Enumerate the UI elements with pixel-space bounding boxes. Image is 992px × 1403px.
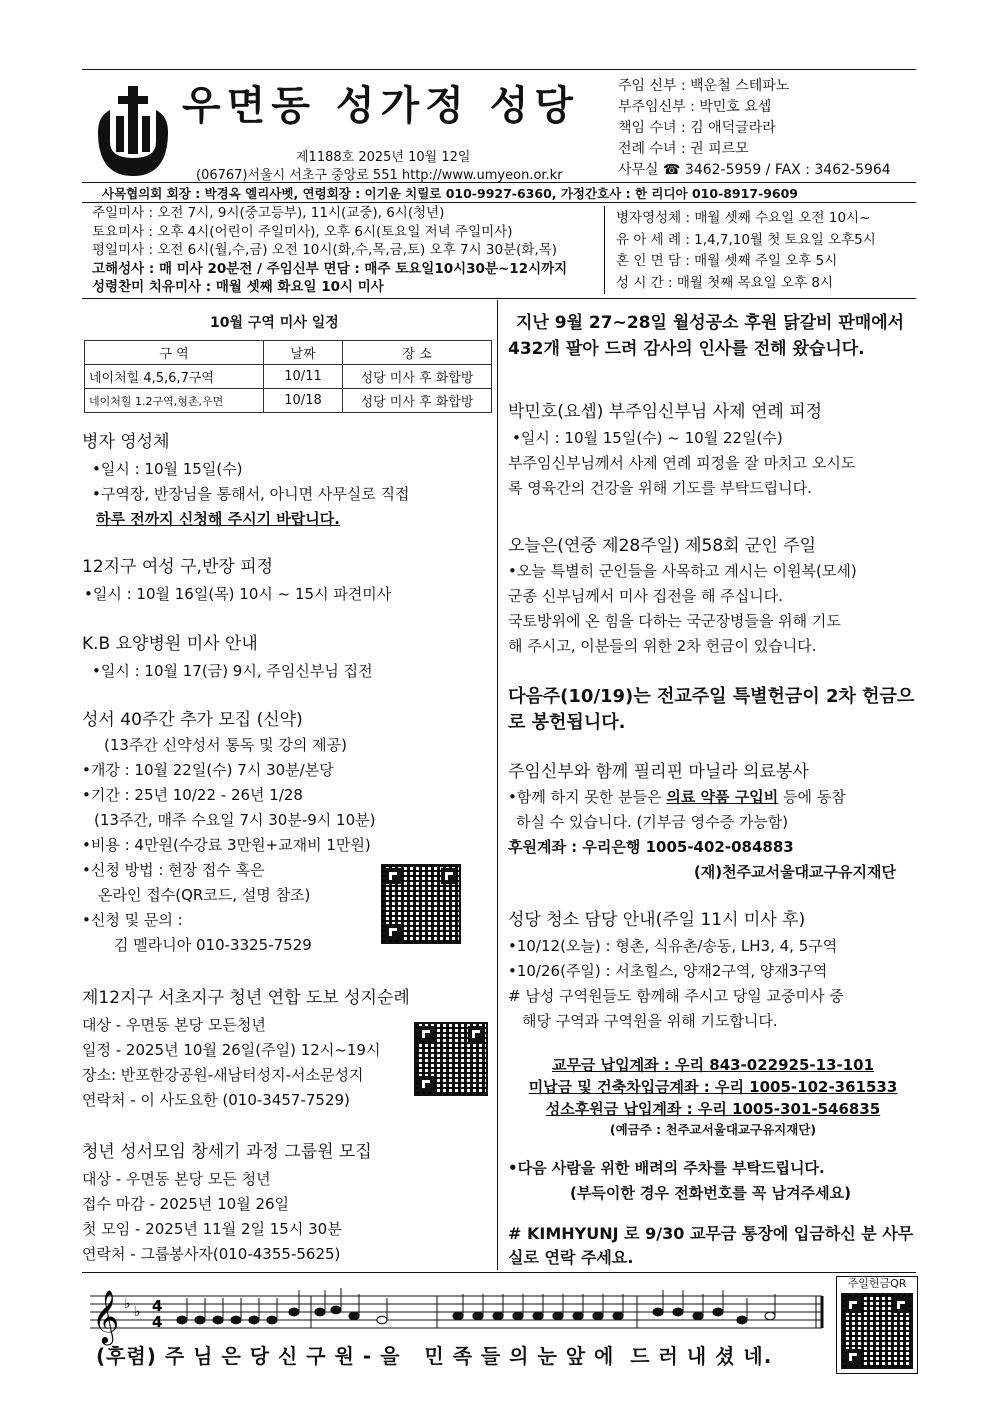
sacrament-marriage: 혼 인 면 담 : 매월 셋째 주일 오후 5시 [616, 253, 838, 269]
bible-study-fee: •비용 : 4만원(수강료 3만원+교재비 1만원) [82, 836, 371, 854]
music-note [713, 1308, 723, 1316]
parish-logo-icon [92, 80, 174, 180]
youth-bible-contact: 연락처 - 그룹봉사자(010-4355-5625) [82, 1245, 341, 1263]
cleaning-today: •10/12(오늘) : 형촌, 식유촌/송동, LH3, 4, 5구역 [508, 937, 838, 955]
music-note [349, 1312, 359, 1320]
mass-weekday: 평일미사 : 오전 6시(월,수,금) 오전 10시(화,수,목,금,토) 오후 7시 30분(화,목) [92, 242, 558, 258]
music-note [765, 1312, 775, 1320]
music-note [473, 1312, 483, 1320]
music-note [673, 1308, 683, 1316]
council-top-rule [82, 182, 916, 183]
footer-rule [82, 1272, 916, 1273]
women-retreat-section [82, 555, 492, 607]
military-sunday-title: 오늘은(연중 제28주일) 제58회 군인 주일 [508, 536, 817, 556]
music-note [613, 1312, 623, 1320]
staff-office: 사무실 ☎ 3462-5959 / FAX : 3462-5964 [618, 162, 891, 178]
mission-sunday-notice: 다음주(10/19)는 전교주일 특별헌금이 2차 헌금으로 봉헌됩니다. [508, 686, 915, 733]
staff-liturgy-sister: 전례 수녀 : 권 피르모 [618, 141, 749, 157]
music-note [693, 1312, 703, 1320]
music-note [653, 1308, 663, 1316]
retreat-text-2: 록 영육간의 건강을 위해 기도를 부탁드립니다. [508, 479, 812, 497]
kb-hospital-section [82, 632, 492, 684]
music-note [249, 1316, 259, 1324]
header-bottom-rule [82, 298, 916, 299]
council-line: 사목협의회 회장 : 박경옥 엘리사벳, 연령회장 : 이기운 치릴로 010-9927-6360, 가정간호사 : 한 리디아 010-8917-9609 [102, 186, 798, 201]
manila-medicine: 의료 약품 구입비 [666, 788, 779, 806]
table-header-row [85, 341, 492, 365]
youth-bible-first-meeting: 첫 모임 - 2025년 11월 2일 15시 30분 [82, 1220, 342, 1238]
music-note [231, 1316, 241, 1324]
table-row [85, 365, 492, 389]
retreat-text-1: 부주임신부님께서 사제 연례 피정을 잘 마치고 오시도 [508, 454, 856, 472]
sick-section [82, 430, 492, 532]
bible-study-online: 온라인 접수(QR코드, 설명 참조) [98, 886, 311, 904]
mass-sunday: 주일미사 : 오전 7시, 9시(중고등부), 11시(교중), 6시(청년) [92, 205, 445, 221]
account-holder: (예금주 : 천주교서울대교구유지재단) [609, 1122, 817, 1137]
mass-times [92, 204, 567, 297]
sick-deadline: 하루 전까지 신청해 주시기 바랍니다. [96, 510, 340, 528]
bible-study-title: 성서 40주간 추가 모집 (신약) [82, 710, 303, 730]
youth-bible-section [82, 1140, 492, 1267]
manila-title: 주임신부와 함께 필리핀 마닐라 의료봉사 [508, 762, 809, 782]
hymn-lyric: (후렴) 주 님 은 당 신 구 원 - 을 민 족 들 의 눈 앞 에 드 러 내 셨 네. [96, 1344, 773, 1368]
bible-study-schedule: (13주간, 매주 수요일 7시 30분-9시 10분) [94, 811, 376, 829]
table-row [85, 389, 492, 413]
healing-mass: 성령찬미 치유미사 : 매월 셋째 화요일 10시 미사 [92, 279, 384, 295]
manila-text-1c: 등에 동참 [778, 788, 846, 806]
manila-section [508, 760, 918, 885]
kimhyunj-notice: # KIMHYUNJ 로 9/30 교무금 통장에 입금하신 분 사무실로 연락 주세요. [508, 1224, 914, 1267]
column-divider [497, 300, 498, 1270]
manila-text-1 [508, 785, 918, 810]
thanks-notice: 지난 9월 27~28일 월성공소 후원 닭갈비 판매에서 432개 팔아 드려 감사의 인사를 전해 왔습니다. [508, 313, 905, 359]
row-district: 네이처힐 4,5,6,7구역 [85, 365, 264, 389]
music-note [453, 1312, 463, 1320]
music-note [737, 1316, 747, 1324]
account-building: 미납금 및 건축차입금계좌 : 우리 1005-102-361533 [528, 1078, 898, 1096]
pilgrimage-qr[interactable] [414, 1022, 488, 1096]
music-note [331, 1306, 341, 1314]
sick-title: 병자 영성체 [82, 432, 170, 452]
music-note [289, 1308, 299, 1316]
pilgrimage-title: 제12지구 서초지구 청년 연합 도보 성지순례 [82, 988, 410, 1008]
row-place: 성당 미사 후 화합방 [343, 365, 492, 389]
music-note [177, 1316, 187, 1324]
music-notes [177, 1288, 775, 1324]
time-sig-bottom: 4 [152, 1313, 163, 1331]
kb-hospital-title: K.B 요양병원 미사 안내 [82, 634, 258, 654]
youth-bible-deadline: 접수 마감 - 2025년 10월 26일 [82, 1195, 290, 1213]
sick-date: •일시 : 10월 15일(수) [92, 460, 243, 478]
pilgrimage-place: 장소: 반포한강공원-새남터성지-서소문성지 [82, 1066, 364, 1084]
col-place: 장 소 [343, 341, 492, 365]
music-note [513, 1312, 523, 1320]
music-note [553, 1312, 563, 1320]
pilgrimage-contact: 연락처 - 이 사도요한 (010-3457-7529) [82, 1091, 350, 1109]
sick-method: •구역장, 반장님을 통해서, 아니면 사무실로 직접 [92, 485, 410, 503]
music-note [213, 1316, 223, 1324]
confession: 고해성사 : 매 미사 20분전 / 주임신부 면담 : 매주 토요일10시30분~12시까지 [92, 260, 568, 277]
music-note [195, 1316, 205, 1324]
music-note [593, 1312, 603, 1320]
sacrament-adoration: 성 시 간 : 매월 첫째 목요일 오후 8시 [616, 274, 834, 291]
bible-study-desc: (13주간 신약성서 통독 및 강의 제공) [104, 736, 348, 754]
military-sunday-text-2: 군종 신부님께서 미사 집전을 해 주십니다. [508, 587, 783, 605]
retreat-section [508, 400, 918, 501]
col-date: 날짜 [264, 341, 343, 365]
account-tithe: 교무금 납입계좌 : 우리 843-022925-13-101 [551, 1056, 875, 1074]
retreat-date: •일시 : 10월 15일(수) ~ 10월 22일(수) [512, 429, 783, 447]
offering-qr-box[interactable] [836, 1276, 918, 1374]
council-bottom-rule [82, 202, 916, 203]
cleaning-next: •10/26(주일) : 서초힐스, 양재2구역, 양재3구역 [508, 962, 828, 980]
bible-study-apply: •신청 방법 : 현장 접수 혹은 [82, 861, 265, 879]
military-sunday-text-1: •오늘 특별히 군인들을 사목하고 계시는 이원복(모세) [508, 562, 857, 580]
parking-section [508, 1156, 918, 1206]
sacrament-sick: 병자영성체 : 매월 셋째 수요일 오전 10시~ [616, 210, 871, 226]
music-staff [82, 1276, 832, 1346]
bible-study-qr[interactable] [381, 864, 461, 944]
retreat-title: 박민호(요셉) 부주임신부님 사제 연례 피정 [508, 402, 823, 422]
row-place: 성당 미사 후 화합방 [343, 389, 492, 413]
offering-qr[interactable] [841, 1293, 913, 1369]
cleaning-note-1: # 남성 구역원들도 함께해 주시고 당일 교중미사 중 [508, 987, 844, 1005]
flat-icon: ♭ [134, 1304, 141, 1320]
account-vocation: 성소후원금 납입계좌 : 우리 1005-301-546835 [545, 1100, 881, 1118]
youth-bible-target: 대상 - 우면동 본당 모든 청년 [82, 1170, 271, 1188]
cleaning-title: 성당 청소 담당 안내(주일 11시 미사 후) [508, 910, 806, 930]
staff-pastor: 주임 신부 : 백운철 스테파노 [618, 78, 790, 94]
parish-address: (06767)서울시 서초구 중앙로 551 http://www.umyeon.or.kr [196, 168, 563, 183]
music-note [533, 1312, 543, 1320]
staff-assistant: 부주임신부 : 박민호 요셉 [618, 99, 772, 115]
mass-saturday: 토요미사 : 오후 4시(어린이 주일미사), 오후 6시(토요일 저녁 주일미사) [92, 223, 513, 240]
youth-bible-title: 청년 성서모임 창세기 과정 그룹원 모집 [82, 1142, 372, 1162]
col-district: 구 역 [85, 341, 264, 365]
row-district: 네이처힐 1.2구역,형촌,우면 [85, 389, 264, 413]
accounts-section [508, 1054, 918, 1140]
flat-icon: ♭ [124, 1296, 131, 1312]
manila-account: 후원계좌 : 우리은행 1005-402-084883 [508, 838, 794, 856]
staff-list [618, 76, 891, 181]
music-note [573, 1312, 583, 1320]
district-mass-table [84, 340, 492, 413]
pilgrimage-schedule: 일정 - 2025년 10월 26일(주일) 12시~19시 [82, 1041, 381, 1059]
parking-text-2: (부득이한 경우 전화번호를 꼭 남겨주세요) [570, 1184, 851, 1202]
sacraments [616, 208, 876, 294]
district-mass-title: 10월 구역 미사 일정 [210, 315, 339, 331]
row-date: 10/11 [264, 365, 343, 389]
military-sunday-text-4: 해 주시고, 이분들의 위한 2차 헌금이 있습니다. [508, 637, 817, 655]
kb-hospital-date: •일시 : 10월 17(금) 9시, 주임신부님 집전 [92, 662, 373, 680]
women-retreat-date: •일시 : 10월 16일(목) 10시 ~ 15시 파견미사 [84, 585, 392, 603]
women-retreat-title: 12지구 여성 구,반장 피정 [82, 557, 274, 577]
manila-foundation: (재)천주교서울대교구유지재단 [693, 863, 896, 881]
music-note [493, 1312, 503, 1320]
music-note [267, 1316, 277, 1324]
treble-clef-icon: 𝄞 [92, 1289, 120, 1343]
manila-text-1a: •함께 하지 못한 분들은 [508, 788, 667, 806]
music-note [315, 1308, 325, 1316]
cleaning-section [508, 908, 918, 1034]
bible-study-contact-label: •신청 및 문의 : [82, 911, 183, 929]
bible-study-period: •기간 : 25년 10/22 - 26년 1/28 [82, 786, 303, 804]
military-sunday-section [508, 534, 918, 659]
issue-date: 제1188호 2025년 10월 12일 [296, 150, 471, 165]
bible-study-contact: 김 멜라니아 010-3325-7529 [114, 936, 312, 954]
cleaning-note-2: 해당 구역과 구역원을 위해 기도합니다. [522, 1012, 778, 1030]
header-divider [604, 206, 605, 294]
manila-text-2: 하실 수 있습니다. (기부금 영수증 가능함) [516, 813, 789, 831]
sacrament-baptism: 유 아 세 례 : 1,4,7,10월 첫 토요일 오후5시 [616, 231, 876, 248]
top-rule [82, 69, 916, 70]
music-note [377, 1316, 387, 1324]
military-sunday-text-3: 국토방위에 온 힘을 다하는 국군장병들을 위해 기도 [508, 612, 841, 630]
parking-text-1: •다음 사람을 위한 배려의 주차를 부탁드립니다. [508, 1159, 825, 1177]
parish-name: 우면동 성가정 성당 [182, 83, 579, 129]
row-date: 10/18 [264, 389, 343, 413]
offering-qr-label: 주일헌금QR [847, 1277, 907, 1290]
pilgrimage-target: 대상 - 우면동 본당 모든청년 [82, 1016, 266, 1034]
staff-sister: 책임 수녀 : 김 애덕글라라 [618, 120, 776, 136]
time-sig-top: 4 [152, 1297, 163, 1315]
bible-study-start: •개강 : 10월 22일(수) 7시 30분/본당 [82, 761, 334, 779]
